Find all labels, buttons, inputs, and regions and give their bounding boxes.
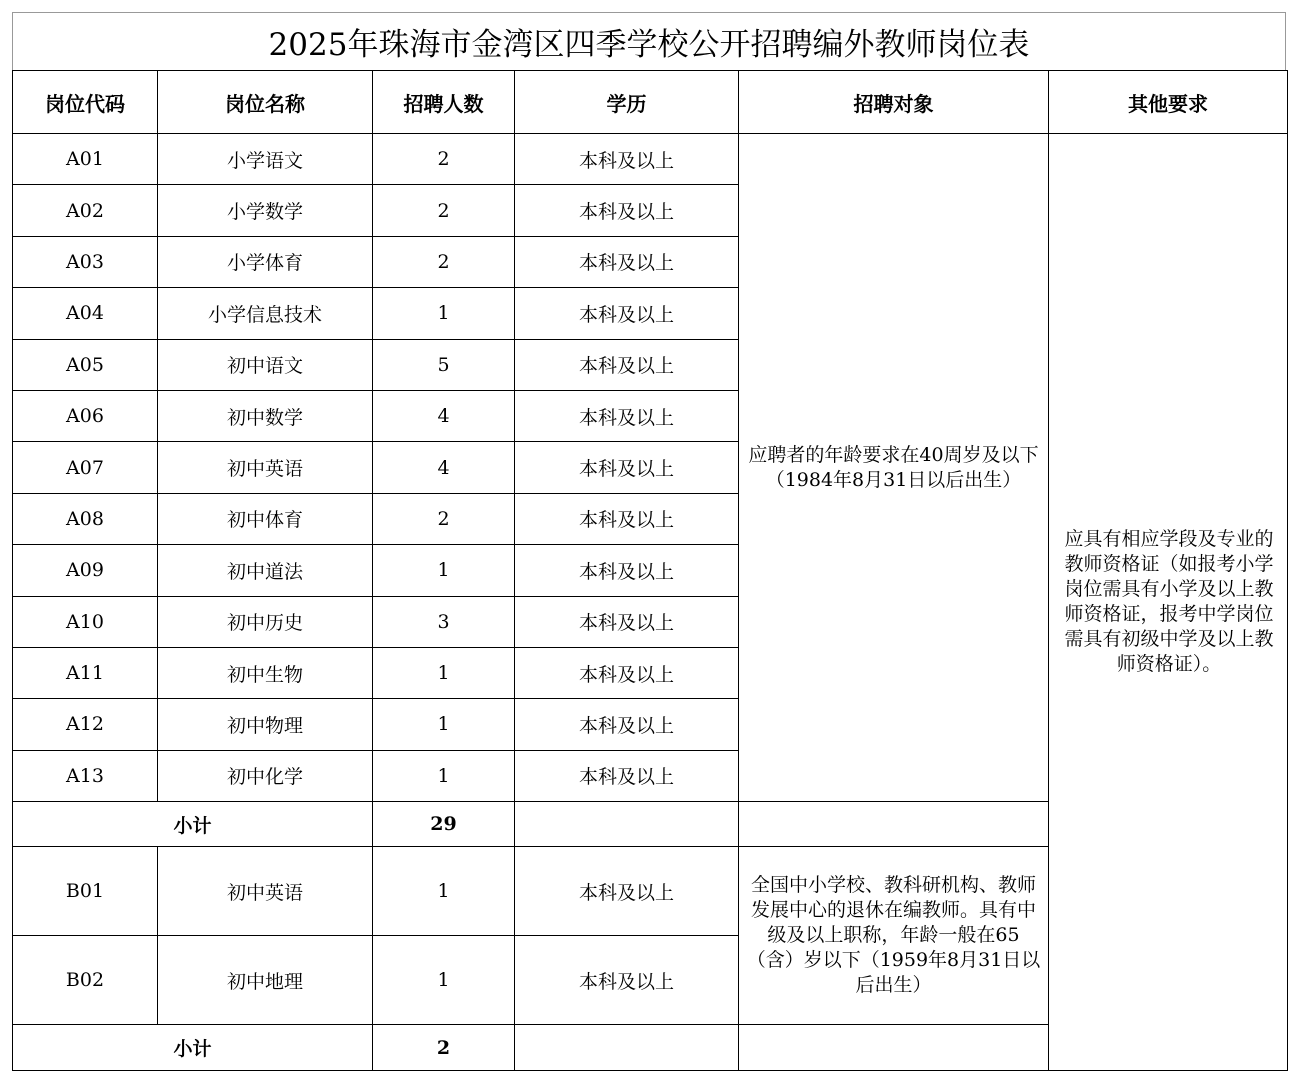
cell-name: 小学数学 <box>158 185 373 236</box>
cell-count: 1 <box>373 288 515 339</box>
cell-name: 初中物理 <box>158 699 373 750</box>
cell-code: A05 <box>13 339 158 390</box>
subtotal-empty <box>515 1025 739 1071</box>
target-a-line1: 应聘者的年龄要求在40周岁及以下 <box>748 443 1039 466</box>
cell-count: 1 <box>373 647 515 698</box>
cell-code: A11 <box>13 647 158 698</box>
cell-education: 本科及以上 <box>515 847 739 936</box>
cell-code: A09 <box>13 545 158 596</box>
header-code: 岗位代码 <box>13 71 158 134</box>
header-target: 招聘对象 <box>739 71 1049 134</box>
cell-count: 2 <box>373 236 515 287</box>
subtotal-value: 29 <box>373 802 515 847</box>
header-education: 学历 <box>515 71 739 134</box>
subtotal-empty <box>739 1025 1049 1071</box>
cell-education: 本科及以上 <box>515 339 739 390</box>
cell-count: 5 <box>373 339 515 390</box>
cell-code: A02 <box>13 185 158 236</box>
header-name: 岗位名称 <box>158 71 373 134</box>
cell-name: 初中语文 <box>158 339 373 390</box>
cell-name: 初中化学 <box>158 750 373 801</box>
cell-count: 2 <box>373 493 515 544</box>
header-count: 招聘人数 <box>373 71 515 134</box>
cell-count: 4 <box>373 390 515 441</box>
cell-name: 初中生物 <box>158 647 373 698</box>
subtotal-value: 2 <box>373 1025 515 1071</box>
cell-name: 初中历史 <box>158 596 373 647</box>
page-title: 2025年珠海市金湾区四季学校公开招聘编外教师岗位表 <box>12 12 1286 70</box>
target-a-line2: （1984年8月31日以后出生） <box>765 468 1022 491</box>
cell-name: 初中道法 <box>158 545 373 596</box>
cell-name: 初中英语 <box>158 442 373 493</box>
cell-count: 1 <box>373 847 515 936</box>
subtotal-label: 小计 <box>13 802 373 847</box>
cell-code: A10 <box>13 596 158 647</box>
cell-education: 本科及以上 <box>515 134 739 185</box>
cell-education: 本科及以上 <box>515 647 739 698</box>
cell-code: A01 <box>13 134 158 185</box>
header-other: 其他要求 <box>1049 71 1288 134</box>
cell-code: A08 <box>13 493 158 544</box>
header-row <box>13 71 1288 134</box>
cell-name: 小学语文 <box>158 134 373 185</box>
cell-count: 1 <box>373 545 515 596</box>
cell-code: A03 <box>13 236 158 287</box>
cell-count: 4 <box>373 442 515 493</box>
cell-education: 本科及以上 <box>515 936 739 1025</box>
cell-education: 本科及以上 <box>515 390 739 441</box>
cell-education: 本科及以上 <box>515 442 739 493</box>
cell-name: 初中英语 <box>158 847 373 936</box>
target-a <box>739 134 1049 802</box>
cell-name: 初中数学 <box>158 390 373 441</box>
cell-code: B01 <box>13 847 158 936</box>
cell-count: 1 <box>373 936 515 1025</box>
subtotal-empty <box>739 802 1049 847</box>
cell-education: 本科及以上 <box>515 493 739 544</box>
cell-count: 1 <box>373 699 515 750</box>
cell-code: A12 <box>13 699 158 750</box>
cell-count: 3 <box>373 596 515 647</box>
cell-education: 本科及以上 <box>515 545 739 596</box>
positions-table <box>12 70 1288 1071</box>
cell-count: 2 <box>373 134 515 185</box>
cell-name: 小学信息技术 <box>158 288 373 339</box>
cell-name: 初中地理 <box>158 936 373 1025</box>
cell-name: 小学体育 <box>158 236 373 287</box>
cell-name: 初中体育 <box>158 493 373 544</box>
cell-count: 2 <box>373 185 515 236</box>
cell-code: A06 <box>13 390 158 441</box>
cell-education: 本科及以上 <box>515 699 739 750</box>
subtotal-label: 小计 <box>13 1025 373 1071</box>
cell-code: A07 <box>13 442 158 493</box>
cell-code: A13 <box>13 750 158 801</box>
table-row <box>13 134 1288 185</box>
subtotal-empty <box>515 802 739 847</box>
other-requirement: 应具有相应学段及专业的教师资格证（如报考小学岗位需具有小学及以上教师资格证，报考中学岗位需具有初级中学及以上教师资格证）。 <box>1049 134 1288 1071</box>
cell-code: A04 <box>13 288 158 339</box>
cell-code: B02 <box>13 936 158 1025</box>
cell-education: 本科及以上 <box>515 288 739 339</box>
cell-education: 本科及以上 <box>515 185 739 236</box>
cell-education: 本科及以上 <box>515 596 739 647</box>
cell-count: 1 <box>373 750 515 801</box>
cell-education: 本科及以上 <box>515 236 739 287</box>
target-b: 全国中小学校、教科研机构、教师发展中心的退休在编教师。具有中级及以上职称，年龄一般在65（含）岁以下（1959年8月31日以后出生） <box>739 847 1049 1025</box>
cell-education: 本科及以上 <box>515 750 739 801</box>
